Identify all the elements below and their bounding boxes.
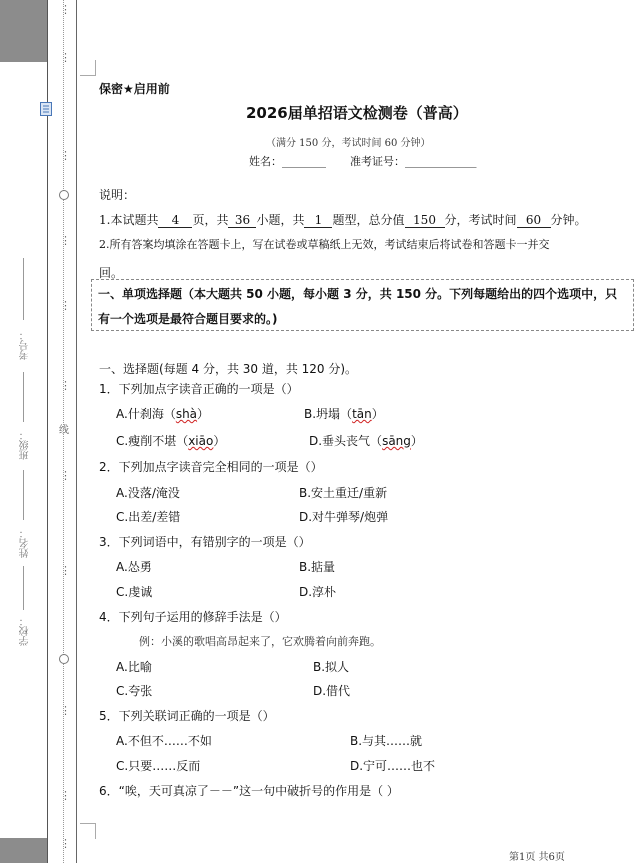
binding-hole-icon	[59, 190, 69, 200]
option-b: B.安土重迁/重新	[299, 486, 388, 500]
option-a: A.不但不……不如	[116, 734, 212, 748]
option-a: A.比喻	[116, 660, 152, 674]
student-name-label: 姓名：	[20, 528, 31, 558]
option-text: B.坍塌（	[304, 407, 353, 421]
pinyin: xiāo	[188, 434, 214, 448]
resize-handle[interactable]: ⋮	[60, 299, 71, 312]
option-d	[309, 432, 423, 449]
resize-handle[interactable]: ⋮	[60, 704, 71, 717]
gutter-edge	[47, 0, 48, 863]
instruction-line-2: 2.所有答案均填涂在答题卡上，写在试卷或草稿纸上无效，考试结束后将试卷和答题卡一并交	[99, 238, 550, 251]
option-text: D.垂头丧气（	[309, 434, 383, 448]
page-edge	[76, 0, 77, 863]
exam-no-label: 考号：	[20, 330, 31, 360]
section-heading-line-1: 一、单项选择题（本大题共 50 小题，每小题 3 分，共 150 分。下列每题给出的四个选项中，只	[98, 287, 618, 301]
option-b	[304, 405, 384, 422]
document-icon[interactable]	[40, 101, 52, 115]
ticket-number-field: 准考证号：_____________	[350, 155, 477, 168]
crop-mark	[80, 823, 96, 824]
instruction-line-2-end: 回。	[99, 266, 124, 280]
question-stem: 2．下列加点字读音完全相同的一项是（）	[99, 460, 323, 474]
text: 分钟。	[550, 213, 587, 227]
resize-handle[interactable]: ⋮	[60, 379, 71, 392]
option-b: B.与其……就	[350, 734, 423, 748]
question-count: 36	[228, 213, 256, 228]
option-d: D.对牛弹琴/炮弹	[299, 510, 389, 524]
option-text: ）	[410, 434, 423, 448]
option-a: A.怂勇	[116, 560, 152, 574]
name-line	[23, 470, 24, 520]
resize-handle[interactable]: ⋮	[60, 149, 71, 162]
option-c: C.夸张	[116, 684, 153, 698]
question-stem: 5．下列关联词正确的一项是（）	[99, 709, 275, 723]
resize-handle[interactable]: ⋮	[60, 789, 71, 802]
text: 小题，共	[256, 213, 305, 227]
option-text: A.什刹海（	[116, 407, 176, 421]
question-stem: 1．下列加点字读音正确的一项是（）	[99, 382, 299, 396]
resize-handle[interactable]: ⋮	[60, 51, 71, 64]
binding-hole-icon	[59, 654, 69, 664]
instruction-line-1	[99, 211, 587, 228]
part-heading: 一、选择题(每题 4 分，共 30 道，共 120 分)。	[99, 362, 358, 376]
resize-handle[interactable]: ⋮	[60, 3, 71, 16]
gutter-bottom-block	[0, 838, 48, 863]
option-d: D.借代	[313, 684, 351, 698]
crop-mark	[95, 823, 96, 839]
question-stem: 4．下列句子运用的修辞手法是（）	[99, 610, 287, 624]
pinyin: tān	[352, 407, 372, 421]
school-label: 学校：	[20, 616, 31, 646]
pinyin: sāng	[382, 434, 411, 448]
text: 1.本试题共	[99, 213, 159, 227]
name-field: 姓名：________	[249, 155, 326, 168]
text: 页，共	[192, 213, 229, 227]
class-label: 班级：	[20, 430, 31, 460]
type-count: 1	[304, 213, 332, 228]
option-a	[116, 405, 209, 422]
pinyin: shà	[175, 407, 198, 421]
question-stem: 3．下列词语中，有错别字的一项是（）	[99, 535, 311, 549]
instructions-heading: 说明：	[99, 188, 136, 202]
section-heading-line-2: 有一个选项是最符合题目要求的。)	[98, 312, 278, 326]
school-line	[23, 566, 24, 610]
crop-mark	[80, 75, 96, 76]
binding-line-label: 线	[59, 425, 69, 436]
option-c: C.出差/差错	[116, 510, 181, 524]
class-line	[23, 372, 24, 422]
resize-handle[interactable]: ⋮	[60, 469, 71, 482]
option-d: D.淳朴	[299, 585, 337, 599]
exam-subtitle: （满分 150 分，考试时间 60 分钟）	[266, 138, 431, 149]
option-c: C.只要……反而	[116, 759, 201, 773]
exam-no-line	[23, 258, 24, 320]
page-title: 2026届单招语文检测卷（普高）	[246, 104, 468, 122]
total-score: 150	[405, 213, 445, 228]
resize-handle[interactable]: ⋮	[60, 837, 71, 850]
option-b: B.掂量	[299, 560, 336, 574]
crop-mark	[95, 60, 96, 76]
option-text: C.瘦削不堪（	[116, 434, 189, 448]
option-c: C.虔诚	[116, 585, 153, 599]
resize-handle[interactable]: ⋮	[60, 564, 71, 577]
text: 分，考试时间	[444, 213, 517, 227]
text: 题型，总分值	[332, 213, 405, 227]
question-example: 例：小溪的歌唱高昂起来了，它欢腾着向前奔跑。	[139, 635, 381, 648]
option-text: ）	[371, 407, 384, 421]
option-text: ）	[213, 434, 226, 448]
option-a: A.没落/淹没	[116, 486, 180, 500]
resize-handle[interactable]: ⋮	[60, 234, 71, 247]
option-c	[116, 432, 225, 449]
confidential-mark: 保密★启用前	[99, 82, 170, 96]
page-count: 4	[158, 213, 192, 228]
page-number: 第1页 共6页	[509, 852, 565, 863]
question-stem: 6．“唉，天可真凉了－－”这一句中破折号的作用是（ ）	[99, 784, 399, 798]
option-d: D.宁可……也不	[350, 759, 436, 773]
option-b: B.拟人	[313, 660, 350, 674]
gutter-top-block	[0, 0, 48, 62]
exam-minutes: 60	[517, 213, 551, 228]
option-text: ）	[197, 407, 210, 421]
